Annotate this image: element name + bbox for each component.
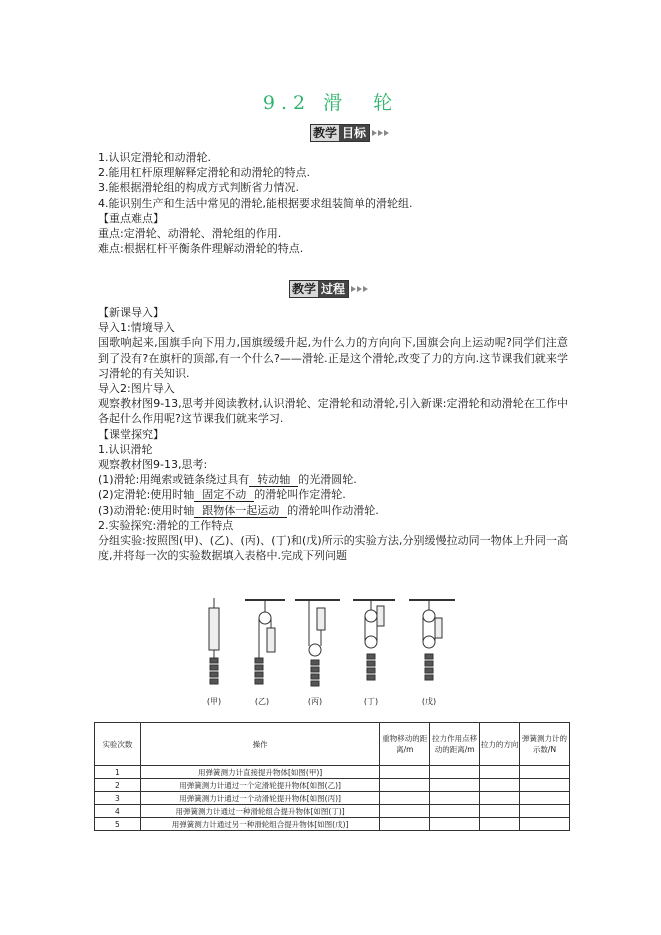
blank-cell[interactable]: [520, 779, 570, 792]
figure-label: (甲): [206, 697, 222, 706]
table-header: 拉力的方向: [480, 723, 520, 766]
question-3-post: 的滑轮叫作动滑轮.: [287, 503, 379, 517]
row-number: 1: [95, 766, 141, 779]
double-arrow-icon: [372, 130, 390, 136]
question-3-pre: (3)动滑轮:使用时轴: [98, 503, 195, 517]
table-header-row: [95, 723, 570, 766]
table-row: [95, 805, 570, 818]
explore-heading: 【课堂探究】: [98, 427, 164, 441]
row-operation: 用弹簧测力计通过一种滑轮组合提升物体[如图(丁)]: [140, 805, 379, 818]
table-header: 重物移动的距离/m: [380, 723, 430, 766]
row-number: 5: [95, 818, 141, 831]
goal-item: 1.认识定滑轮和动滑轮.: [98, 151, 211, 164]
question-1-pre: (1)滑轮:用绳索或链条绕过具有: [98, 473, 250, 487]
blank-cell[interactable]: [380, 792, 430, 805]
banner-label-part2: 过程: [318, 281, 348, 297]
blank-cell[interactable]: [480, 766, 520, 779]
blank-cell[interactable]: [380, 766, 430, 779]
teaching-process-banner: [289, 280, 369, 298]
figure-a-spring-scale: [209, 598, 219, 684]
blank-cell[interactable]: [430, 805, 480, 818]
figure-label: (丙): [307, 697, 323, 706]
goal-item: 4.能识别生产和生活中常见的滑轮,能根据要求组装简单的滑轮组.: [98, 196, 413, 210]
answer-blank-3: 跟物体一起运动: [194, 504, 287, 518]
table-header: 实验次数: [95, 723, 141, 766]
answer-blank-1: 转动轴: [249, 473, 298, 487]
intro-2-text: 观察教材图9-13,思考并阅读教材,认识滑轮、定滑轮和动滑轮,引入新课:定滑轮和动滑轮在工作中各起什么作用呢?这节课我们就来学习.: [98, 397, 568, 426]
blank-cell[interactable]: [430, 818, 480, 831]
goal-item: 2.能用杠杆原理解释定滑轮和动滑轮的特点.: [98, 166, 310, 180]
explore-2-title: 2.实验探究:滑轮的工作特点: [98, 518, 234, 532]
explore-2-text: 分组实验:按照图(甲)、(乙)、(丙)、(丁)和(戊)所示的实验方法,分别缓慢拉动同一物体上升同一高度,并将每一次的实验数据填入表格中.完成下列问题: [98, 534, 568, 563]
question-2-pre: (2)定滑轮:使用时轴: [98, 488, 195, 502]
row-number: 2: [95, 779, 141, 792]
table-row: [95, 818, 570, 831]
figure-c-movable-pulley: [295, 600, 340, 686]
page-title: 9.2 滑 轮: [262, 92, 399, 114]
row-number: 4: [95, 805, 141, 818]
blank-cell[interactable]: [380, 818, 430, 831]
banner-label-part1: 教学: [313, 126, 338, 140]
intro-1-title: 导入1:情境导入: [98, 321, 175, 335]
blank-cell[interactable]: [430, 792, 480, 805]
question-1-post: 的光滑圆轮.: [298, 473, 357, 487]
blank-cell[interactable]: [380, 805, 430, 818]
blank-cell[interactable]: [520, 766, 570, 779]
table-row: [95, 766, 570, 779]
blank-cell[interactable]: [480, 818, 520, 831]
experiment-data-table: [94, 722, 570, 831]
blank-cell[interactable]: [480, 779, 520, 792]
row-number: 3: [95, 792, 141, 805]
banner-label-part2: 目标: [339, 125, 369, 141]
blank-cell[interactable]: [520, 792, 570, 805]
intro-1-text: 国歌响起来,国旗手向下用力,国旗缓缓升起,为什么力的方向向下,国旗会向上运动呢?同学们注意到了没有?在旗杆的顶部,有一个什么?——滑轮.正是这个滑轮,改变了力的方向.这节课我们就来学习滑轮的有关知识.: [98, 336, 568, 380]
figure-d-pulley-block: [353, 600, 395, 680]
table-row: [95, 792, 570, 805]
table-header: 拉力作用点移动的距离/m: [430, 723, 480, 766]
focus-text: 重点:定滑轮、动滑轮、滑轮组的作用.: [98, 227, 282, 241]
intro-heading: 【新课导入】: [98, 306, 164, 319]
question-2-post: 的滑轮叫作定滑轮.: [254, 488, 346, 502]
table-header: 弹簧测力计的示数/N: [520, 723, 570, 766]
double-arrow-icon: [351, 286, 369, 292]
figure-label: (戊): [421, 697, 437, 706]
blank-cell[interactable]: [520, 818, 570, 831]
key-points-heading: 【重点难点】: [98, 211, 164, 225]
pulley-experiment-figure: [195, 598, 465, 710]
table-row: [95, 779, 570, 792]
banner-label-part1: 教学: [292, 282, 317, 296]
explore-1-text: 观察教材图9-13,思考:: [98, 458, 208, 472]
figure-e-pulley-block: [409, 600, 455, 680]
goal-item: 3.能根据滑轮组的构成方式判断省力情况.: [98, 181, 299, 195]
question-3: [98, 503, 568, 518]
figure-label: (丁): [363, 697, 379, 706]
question-1: [98, 472, 568, 487]
blank-cell[interactable]: [430, 766, 480, 779]
explore-1-title: 1.认识滑轮: [98, 442, 153, 456]
process-section: [98, 305, 568, 563]
blank-cell[interactable]: [480, 792, 520, 805]
row-operation: 用弹簧测力计直接提升物体[如图(甲)]: [140, 766, 379, 779]
row-operation: 用弹簧测力计通过一个定滑轮提升物体[如图(乙)]: [140, 779, 379, 792]
blank-cell[interactable]: [430, 779, 480, 792]
intro-2-title: 导入2:图片导入: [98, 382, 175, 396]
difficulty-text: 难点:根据杠杆平衡条件理解动滑轮的特点.: [98, 242, 304, 256]
figure-b-fixed-pulley: [245, 600, 285, 684]
answer-blank-2: 固定不动: [194, 488, 254, 502]
question-2: [98, 487, 568, 502]
row-operation: 用弹簧测力计通过一个动滑轮提升物体[如图(丙)]: [140, 792, 379, 805]
blank-cell[interactable]: [380, 779, 430, 792]
teaching-goals-banner: [310, 124, 390, 142]
row-operation: 用弹簧测力计通过另一种滑轮组合提升物体[如图(戊)]: [140, 818, 379, 831]
blank-cell[interactable]: [520, 805, 570, 818]
goals-section: [98, 150, 568, 256]
table-header: 操作: [140, 723, 379, 766]
figure-label: (乙): [254, 697, 270, 706]
blank-cell[interactable]: [480, 805, 520, 818]
